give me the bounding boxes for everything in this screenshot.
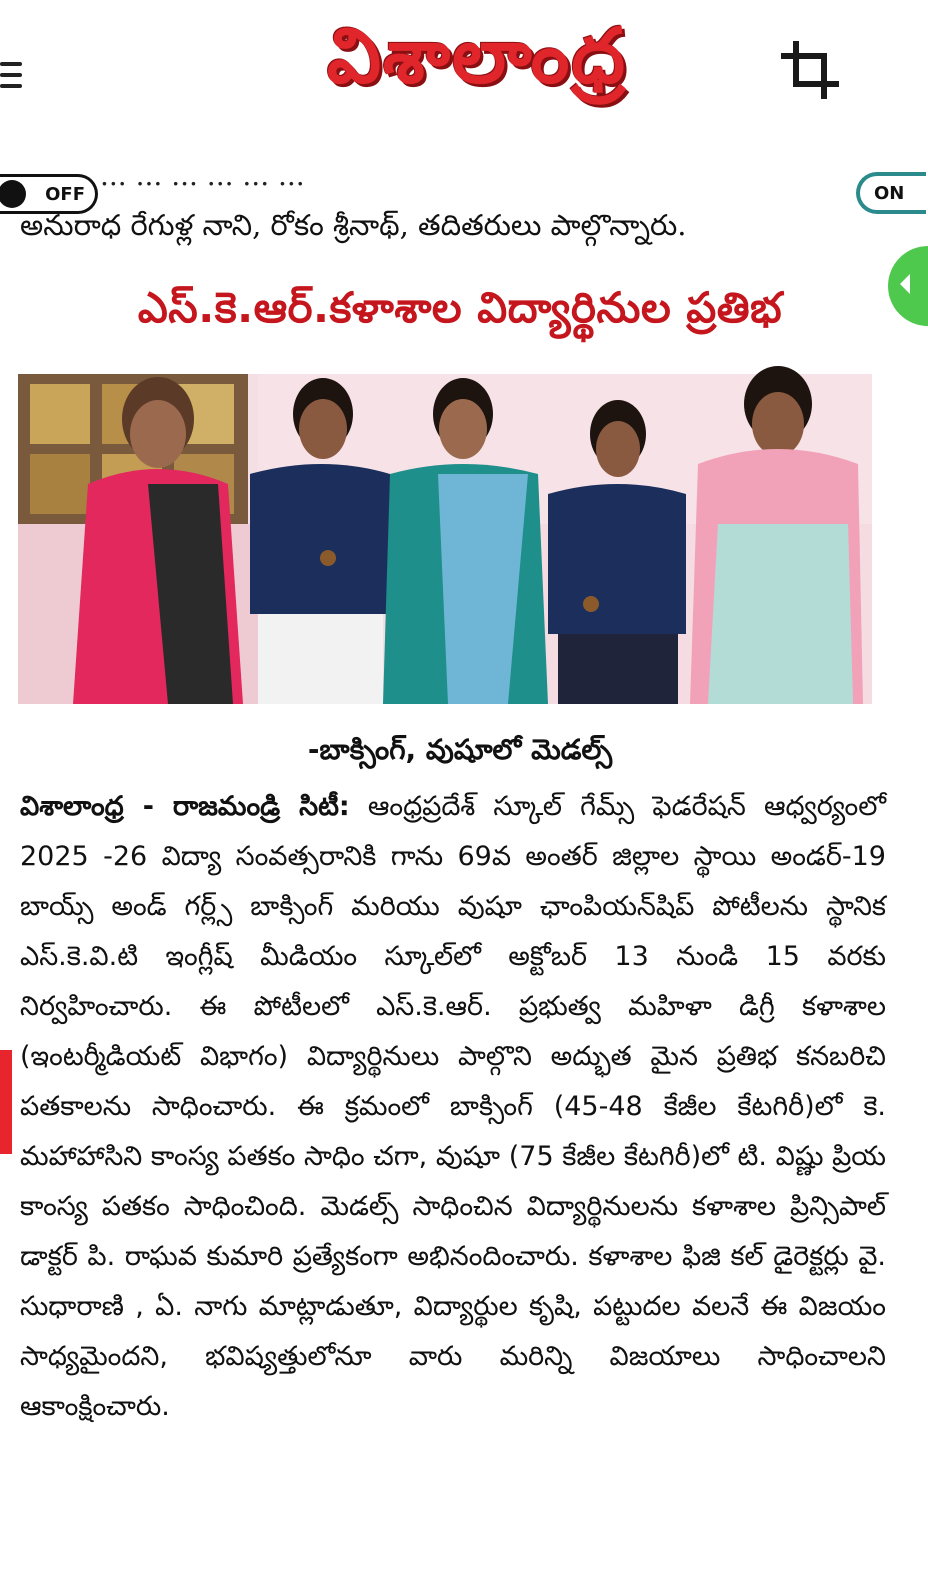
previous-article-line: అనురాధ రేగుళ్ల నాని, రోకం శ్రీనాథ్, తదితరులు పాల్గొన్నారు. [20,208,687,242]
toggle-knob [0,180,26,208]
crop-icon[interactable] [780,40,840,100]
article-body-text: ఆంధ్రప్రదేశ్ స్కూల్ గేమ్స్ ఫెడరేషన్ ఆధ్వర్యంలో 2025 -26 విద్యా సంవత్సరానికి గాను 69వ అంతర్ జిల్లాల స్థాయి అండర్-19 బాయ్స్ అండ్ గర్ల్స్ బాక్సింగ్ మరియు వుషూ ఛాంపియన్‌షిప్ పోటీలను స్థానిక ఎస్.కె.వి.టి ఇంగ్లీష్ మీడియం స్కూల్‌లో అక్టోబర్ 13 నుండి 15 వరకు నిర్వహించారు. ఈ పోటీలలో ఎస్.కె.ఆర్. ప్రభుత్వ మహిళా డిగ్రీ కళాశాల (ఇంటర్మీడియట్ విభాగం) విద్యార్థినులు పాల్గొని అద్భుత మైన ప్రతిభ కనబరిచి పతకాలను సాధించారు. ఈ క్రమంలో బాక్సింగ్ (45-48 కేజీల కేటగిరీ)లో కె. మహాహాసిని కాంస్య పతకం సాధిం చగా, వుషూ (75 కేజీల కేటగిరీ)లో టి. విష్ణు ప్రియ కాంస్య పతకం సాధించింది. మెడల్స్ సాధించిన విద్యార్థినులను కళాశాల ప్రిన్సిపాల్ డాక్టర్ పి. రాఘవ కుమారి ప్రత్యేకంగా అభినందించారు. కళాశాల ఫిజి కల్ డైరెక్టర్లు వై. సుధారాణి , ఏ. నాగు మాట్లాడుతూ, విద్యార్థుల కృషి, పట్టుదల వలనే ఈ విజయం సాధ్యమైందని, భవిష్యత్తులోనూ వారు మరిన్ని విజయాలు సాధించాలని ఆకాంక్షించారు. [20,791,886,1422]
previous-article-cut-line: ... ... ... ... ... ... [100,159,305,192]
toggle-off-label: OFF [45,183,85,205]
article-dateline: విశాలాంధ్ర - రాజమండ్రి సిటీ: [20,791,350,822]
article-subheadline: -బాక్సింగ్, వుషూలో మెడల్స్ [307,733,613,766]
article-body [20,782,886,1432]
red-edge-marker [0,1050,12,1154]
app-header [0,0,920,160]
toggle-on-label: ON [874,182,905,204]
newspaper-logo: విశాలాంధ్ర [327,11,627,100]
article-photo [18,374,872,704]
hamburger-menu-icon[interactable] [0,60,22,92]
article-headline: ఎస్.కె.ఆర్.కళాశాల విద్యార్థినుల ప్రతిభ [137,283,783,332]
